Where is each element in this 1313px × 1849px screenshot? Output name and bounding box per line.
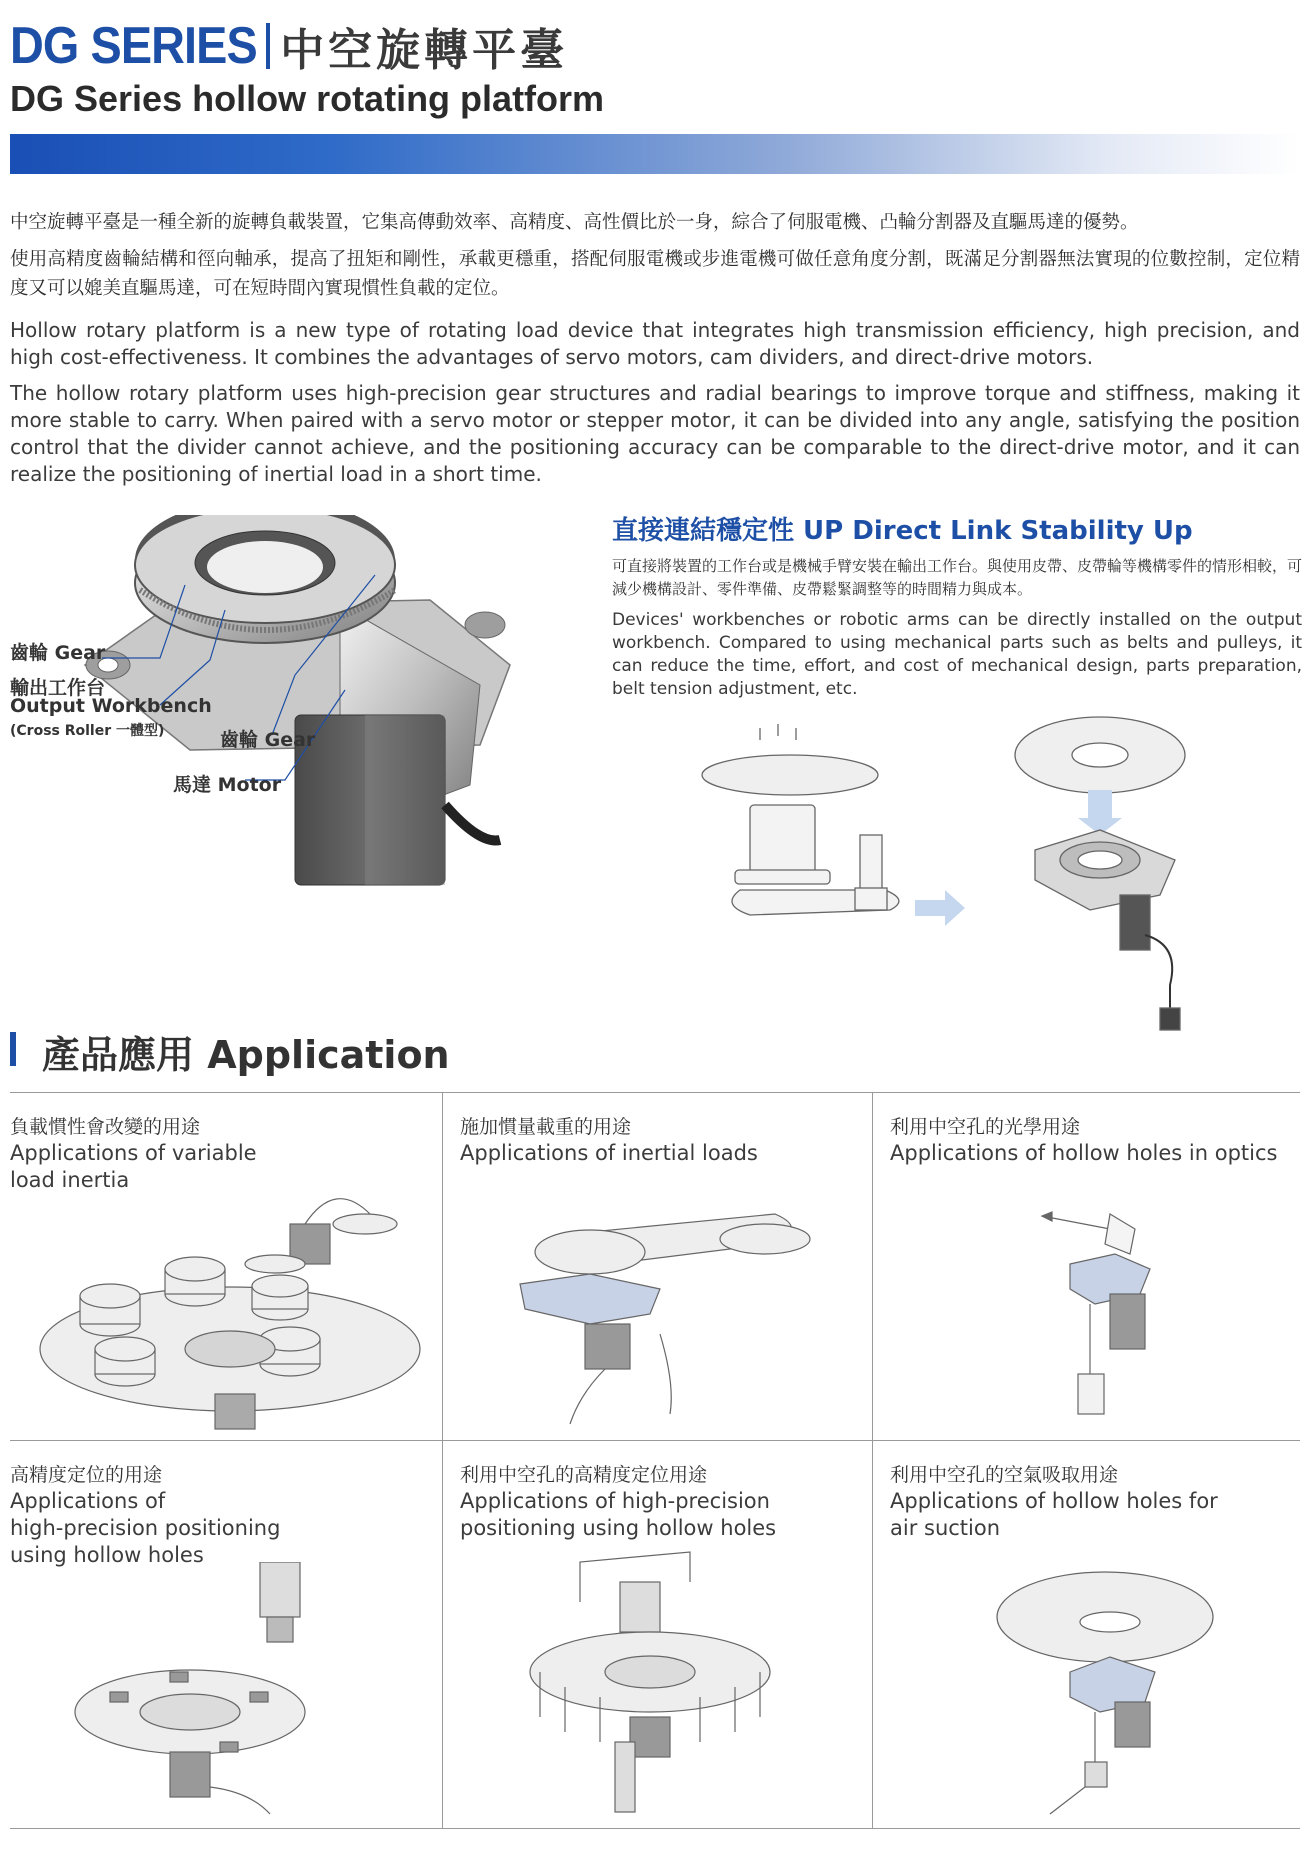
intro-en-paragraph-2: The hollow rotary platform uses high-precision gear structures and radial bearings to improve torque and stiffness, making it more stable to carry. When paired with a servo motor or stepper motor, it can be divided into any angle, satisfying the position control that the divider cannot achieve, and the positioning accuracy can be comparable to the direct-drive motor, and it can realize the positioning of inertial load in a short time. bbox=[10, 381, 1300, 486]
application-card-zh: 負載慣性會改變的用途 bbox=[10, 1116, 201, 1138]
direct-link-en: Devices' workbenches or robotic arms can be directly installed on the output workbench. Compared to using mechanical parts such as belts and pulleys, it can reduce the time, effort, and cost of mechanical design, parts preparation, belt tension adjustment, etc. bbox=[612, 610, 1302, 699]
grid-line-bottom bbox=[10, 1828, 1300, 1829]
hollow-precision-illustration bbox=[520, 1542, 820, 1817]
grid-line-v2 bbox=[872, 1092, 873, 1828]
header-gradient-band bbox=[10, 134, 1300, 174]
grid-line-v1 bbox=[442, 1092, 443, 1828]
application-card-optics bbox=[890, 1114, 1300, 1434]
application-card-en-line1: Applications of hollow holes for bbox=[890, 1489, 1218, 1513]
application-grid bbox=[10, 1092, 1300, 1832]
application-card-inertial-loads bbox=[460, 1114, 870, 1434]
application-card-zh: 施加慣量載重的用途 bbox=[460, 1116, 632, 1138]
application-card-zh: 利用中空孔的高精度定位用途 bbox=[460, 1464, 708, 1486]
direct-link-title: 直接連結穩定性 UP Direct Link Stability Up bbox=[612, 516, 1193, 546]
variable-inertia-illustration bbox=[35, 1184, 425, 1434]
intro-zh-paragraph-1: 中空旋轉平臺是一種全新的旋轉負載裝置，它集高傳動效率、高精度、高性價比於一身，綜合了伺服電機、凸輪分割器及直驅馬達的優勢。 bbox=[10, 212, 1139, 233]
application-card-en-line1: Applications of bbox=[10, 1489, 166, 1513]
callout-gear-top: 齒輪 Gear bbox=[10, 642, 106, 664]
application-card-hollow-precision bbox=[460, 1462, 870, 1822]
page-title-zh: 中空旋轉平臺 bbox=[280, 25, 569, 76]
application-card-en-line1: Applications of variable bbox=[10, 1141, 257, 1165]
product-diagram bbox=[10, 515, 610, 955]
grid-line-middle bbox=[10, 1440, 1300, 1441]
callout-gear-bottom: 齒輪 Gear bbox=[220, 729, 316, 751]
title-divider bbox=[266, 23, 270, 69]
application-card-en-line1: Applications of high-precision bbox=[460, 1489, 770, 1513]
application-card-zh: 利用中空孔的空氣吸取用途 bbox=[890, 1464, 1119, 1486]
application-card-en-line2: high-precision positioning bbox=[10, 1516, 281, 1540]
application-accent-bar bbox=[10, 1032, 16, 1066]
inertial-load-illustration bbox=[510, 1184, 830, 1434]
high-precision-illustration bbox=[70, 1562, 370, 1817]
direct-link-section bbox=[612, 510, 1302, 701]
application-card-zh: 利用中空孔的光學用途 bbox=[890, 1116, 1081, 1138]
intro-section bbox=[10, 208, 1300, 497]
optics-illustration bbox=[1040, 1194, 1200, 1424]
callout-output-en: Output Workbench bbox=[10, 695, 212, 717]
belt-vs-direct-illustration bbox=[690, 710, 1290, 1060]
callout-motor: 馬達 Motor bbox=[173, 774, 282, 796]
intro-en-paragraph-1: Hollow rotary platform is a new type of rotating load device that integrates high transmission efficiency, high precision, and high cost-effectiveness. It combines the advantages of servo motors, cam dividers, and direct-drive motors. bbox=[10, 318, 1300, 369]
application-card-en-line2: load inertia bbox=[10, 1168, 130, 1192]
application-card-en-line1: Applications of inertial loads bbox=[460, 1141, 758, 1165]
application-title: 產品應用 Application bbox=[42, 1033, 450, 1077]
intro-zh-paragraph-2: 使用高精度齒輪結構和徑向軸承，提高了扭矩和剛性，承載更穩重，搭配伺服電機或步進電機可做任意角度分割，既滿足分割器無法實現的位數控制，定位精度又可以媲美直驅馬達，可在短時間內實現慣性負載的定位。 bbox=[10, 249, 1300, 299]
application-card-air-suction bbox=[890, 1462, 1300, 1822]
direct-link-diagrams bbox=[690, 710, 1290, 1060]
air-suction-illustration bbox=[995, 1562, 1225, 1817]
direct-link-zh: 可直接將裝置的工作台或是機械手臂安裝在輸出工作台。與使用皮帶、皮帶輪等機構零件的情形相較，可減少機構設計、零件準備、皮帶鬆緊調整等的時間精力與成本。 bbox=[612, 557, 1303, 598]
application-card-high-precision bbox=[10, 1462, 440, 1822]
callout-cross-roller: (Cross Roller 一體型) bbox=[10, 723, 165, 739]
application-card-en-line2: positioning using hollow holes bbox=[460, 1516, 777, 1540]
application-card-variable-inertia bbox=[10, 1114, 440, 1434]
title-row bbox=[10, 14, 568, 74]
callout-output-zh: 輸出工作台 bbox=[10, 677, 106, 699]
page-subtitle: DG Series hollow rotating platform bbox=[10, 78, 605, 119]
application-card-zh: 高精度定位的用途 bbox=[10, 1464, 163, 1486]
application-card-en-line2: air suction bbox=[890, 1516, 1001, 1540]
grid-line-top bbox=[10, 1092, 1300, 1093]
series-title: DG SERIES bbox=[10, 17, 257, 75]
application-card-en-line1: Applications of hollow holes in optics bbox=[890, 1141, 1278, 1165]
application-card-en-line3: using hollow holes bbox=[10, 1543, 204, 1567]
